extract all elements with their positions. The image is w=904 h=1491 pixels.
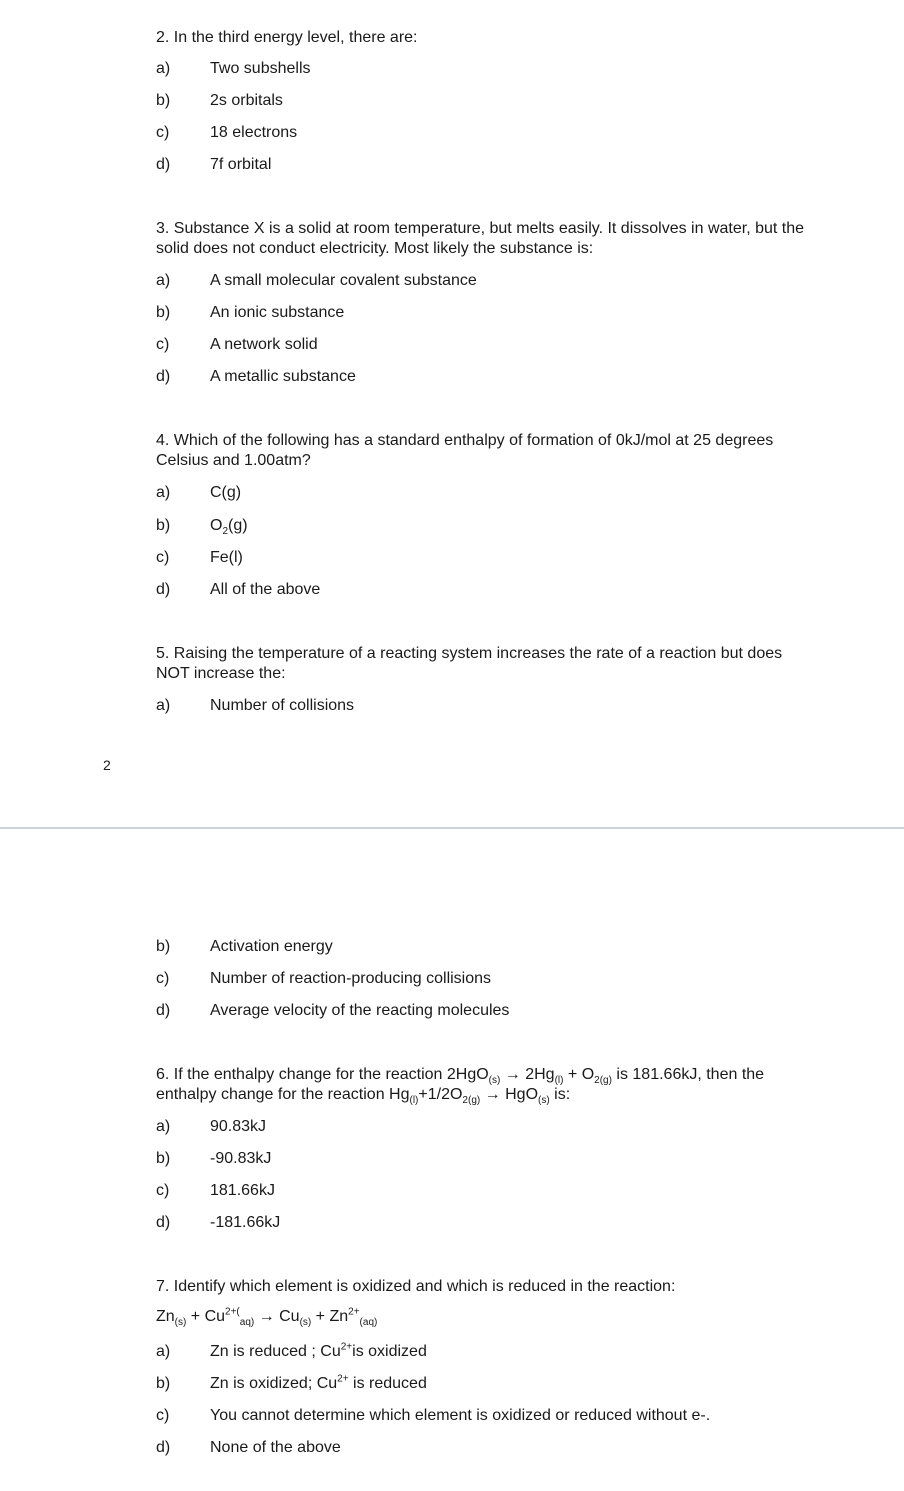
subscript: 2(g) xyxy=(594,1075,612,1087)
option-label: a) xyxy=(156,60,171,77)
option-label: c) xyxy=(156,549,170,566)
stem-text: → HgO xyxy=(480,1086,539,1103)
option-label: c) xyxy=(156,970,170,987)
superscript: 2+( xyxy=(225,1306,240,1318)
option-label: b) xyxy=(156,92,171,109)
option-label: d) xyxy=(156,1439,171,1456)
subscript: (l) xyxy=(409,1095,419,1107)
question-4-stem: 4. Which of the following has a standard enthalpy of formation of 0kJ/mol at 25 degrees Celsius and 1.00atm? xyxy=(156,432,774,469)
option-text: None of the above xyxy=(210,1439,341,1456)
option-text: 2s orbitals xyxy=(210,92,283,109)
option-label: b) xyxy=(156,938,171,955)
option-text: Number of collisions xyxy=(210,697,355,714)
formula-text: (g) xyxy=(228,517,248,534)
option-text: An ionic substance xyxy=(210,304,345,321)
subscript: (s) xyxy=(299,1317,312,1329)
option-text: 181.66kJ xyxy=(210,1182,275,1199)
option-label: a) xyxy=(156,1118,171,1135)
option-label: d) xyxy=(156,1002,171,1019)
question-6-line-2 xyxy=(156,1085,806,1105)
page-number: 2 xyxy=(103,757,111,773)
superscript: 2+ xyxy=(340,1341,353,1353)
subscript: (l) xyxy=(554,1075,564,1087)
superscript: 2+ xyxy=(348,1306,360,1318)
option-label: b) xyxy=(156,1375,171,1392)
option-text-part: Zn is reduced ; Cu xyxy=(210,1343,341,1360)
stem-text: 6. If the enthalpy change for the reaction 2HgO xyxy=(156,1066,489,1083)
equation-text: + Cu xyxy=(186,1308,226,1325)
option-text-part: Zn is oxidized; Cu xyxy=(210,1375,338,1392)
option-label: b) xyxy=(156,1150,171,1167)
option-text-part: is oxidized xyxy=(352,1343,427,1360)
option-text: 18 electrons xyxy=(210,124,298,141)
option-text: All of the above xyxy=(210,581,321,598)
question-5-stem: 5. Raising the temperature of a reacting system increases the rate of a reaction but does NOT increase the: xyxy=(156,645,783,682)
option-text xyxy=(210,1342,427,1362)
subscript: 2(g) xyxy=(462,1095,481,1107)
formula-text: O xyxy=(210,517,223,534)
option-text: You cannot determine which element is oxidized or reduced without e-. xyxy=(210,1407,711,1424)
stem-text: → 2Hg xyxy=(500,1066,555,1083)
equation-text: Zn xyxy=(156,1308,175,1325)
option-label: a) xyxy=(156,484,171,501)
superscript: 2+ xyxy=(337,1373,349,1385)
equation-text: → Cu xyxy=(254,1308,300,1325)
option-label: a) xyxy=(156,1343,171,1360)
equation-text: + Zn xyxy=(311,1308,349,1325)
question-6-stem xyxy=(156,1065,806,1105)
option-label: b) xyxy=(156,517,171,534)
option-text: 90.83kJ xyxy=(210,1118,267,1135)
option-label: a) xyxy=(156,272,171,289)
option-text: A metallic substance xyxy=(210,368,356,385)
option-text: Number of reaction-producing collisions xyxy=(210,970,492,987)
option-label: d) xyxy=(156,156,171,173)
option-text: Activation energy xyxy=(210,938,333,955)
stem-text: +1/2O xyxy=(418,1086,463,1103)
question-6-line-1 xyxy=(156,1065,806,1085)
subscript: (s) xyxy=(488,1075,501,1087)
option-label: a) xyxy=(156,697,171,714)
option-label: d) xyxy=(156,581,171,598)
subscript: (aq) xyxy=(359,1317,378,1329)
option-label: d) xyxy=(156,368,171,385)
option-text xyxy=(210,1374,427,1394)
stem-text: is 181.66kJ, then the xyxy=(611,1066,765,1083)
option-label: c) xyxy=(156,1407,170,1424)
option-text: Two subshells xyxy=(210,60,311,77)
stem-text: + O xyxy=(563,1066,595,1083)
stem-text: is: xyxy=(549,1086,571,1103)
option-text: A small molecular covalent substance xyxy=(210,272,477,289)
reaction-equation xyxy=(156,1307,377,1327)
option-text: Average velocity of the reacting molecules xyxy=(210,1002,510,1019)
option-text: -181.66kJ xyxy=(210,1214,281,1231)
formula-subscript: 2 xyxy=(222,526,229,538)
option-text xyxy=(210,516,248,536)
option-label: d) xyxy=(156,1214,171,1231)
option-text: A network solid xyxy=(210,336,318,353)
option-label: c) xyxy=(156,124,170,141)
option-text: C(g) xyxy=(210,484,242,501)
subscript: (s) xyxy=(174,1317,187,1329)
option-label: c) xyxy=(156,336,170,353)
stem-text: enthalpy change for the reaction Hg xyxy=(156,1086,410,1103)
option-text: 7f orbital xyxy=(210,156,272,173)
option-text-part: is reduced xyxy=(348,1375,427,1392)
question-3-stem: 3. Substance X is a solid at room temperature, but melts easily. It dissolves in water, but the solid does not conduct electricity. Most likely the substance is: xyxy=(156,220,805,257)
question-7-stem: 7. Identify which element is oxidized and which is reduced in the reaction: xyxy=(156,1278,676,1295)
subscript: aq) xyxy=(239,1317,255,1329)
question-2-stem: 2. In the third energy level, there are: xyxy=(156,29,418,46)
option-text: Fe(l) xyxy=(210,549,243,566)
option-text: -90.83kJ xyxy=(210,1150,272,1167)
page-2 xyxy=(0,829,904,1491)
option-label: b) xyxy=(156,304,171,321)
subscript: (s) xyxy=(538,1095,550,1107)
option-label: c) xyxy=(156,1182,170,1199)
